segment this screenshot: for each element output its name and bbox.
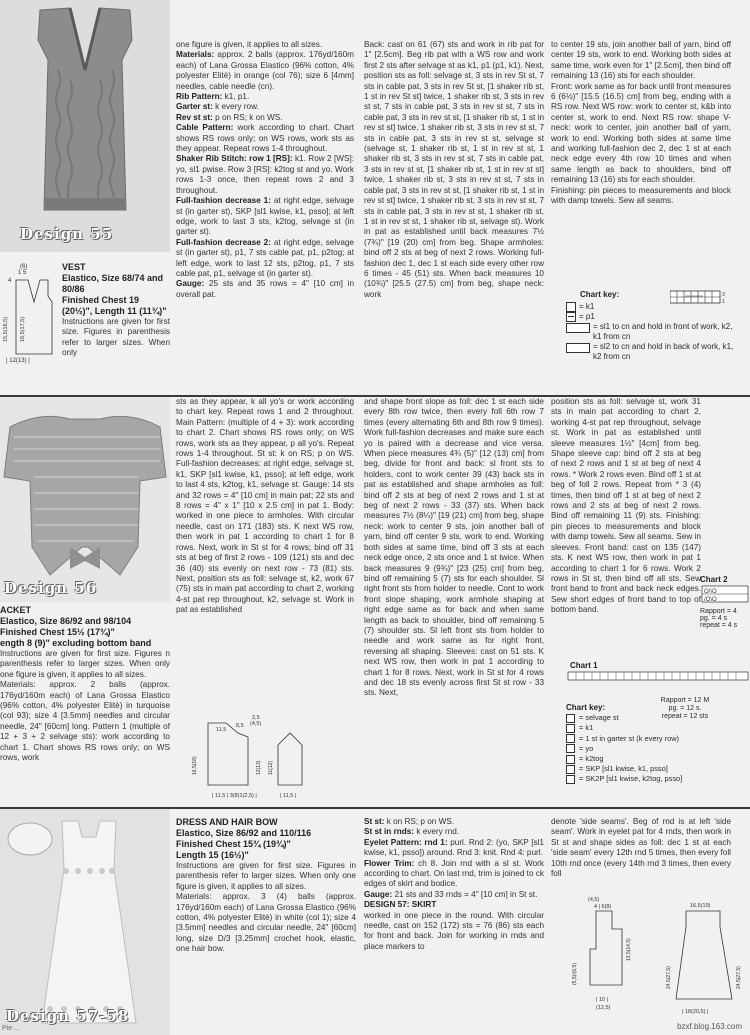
design-56-label: Design 56 [4, 579, 98, 597]
dress-col2-para [364, 817, 544, 827]
dress-col2-para [364, 911, 544, 953]
chart-2-rapport: Rapport = 4 [700, 608, 737, 615]
svg-text:15,5(16,5): 15,5(16,5) [3, 316, 9, 342]
jacket-key-row [566, 713, 746, 723]
svg-text:| 11,5 | 3(8)1(2,5) |: | 11,5 | 3(8)1(2,5) | [212, 793, 257, 799]
jacket-title: ACKET [0, 605, 31, 615]
dress-length: Length 15 (16½)" [176, 850, 249, 860]
key-k1-text: = k1 [579, 302, 595, 311]
vest-col2-body: work according to chart. Chart shows RS rows only; on WS rows, work sts as they appear. Repeat rows 1-4 throughout. [176, 123, 354, 154]
jacket-key-text: = yo [579, 743, 594, 753]
vest-col2-body: at right edge, selvage st (in garter st), p1, 7 sts cable pat, p1, p2tog; at left edge, work to last 12 sts, p2tog, p1, 7 sts cable pat, p1, selvage st (in garter st). [176, 237, 354, 278]
jacket-sizes: Elastico, Size 86/92 and 98/104 [0, 616, 132, 626]
svg-text:O/\O: O/\O [704, 589, 717, 595]
vest-col2-para [176, 196, 354, 238]
chart-1-rapport: Rapport = 12 M [660, 697, 710, 704]
vest-col2-body: one figure is given, it applies to all sizes. [176, 40, 323, 49]
svg-text:2,5: 2,5 [252, 715, 260, 721]
jacket-key-row [566, 774, 746, 784]
svg-text:1: 1 [722, 299, 725, 304]
dress-col2-para [364, 859, 544, 890]
svg-text:16,5(19): 16,5(19) [690, 903, 711, 909]
svg-text:(5,5)/(6,5): (5,5)/(6,5) [572, 963, 578, 985]
key-p1-icon [566, 312, 576, 322]
vest-col2-body: p on RS; k on WS. [212, 112, 283, 122]
dress-col2-heading: St st: [364, 817, 385, 826]
jacket-key-row [566, 744, 746, 754]
key-cable-back-icon [566, 343, 590, 353]
chart-1-title: Chart 1 [570, 661, 598, 670]
chart-2-title: Chart 2 [700, 575, 728, 584]
jacket-key-row [566, 734, 746, 744]
vest-chest: Finished Chest 19 (20½)", Length 11 (11¾)" [62, 295, 167, 316]
vest-col-3 [364, 40, 544, 390]
key-cable-front-icon [566, 323, 590, 333]
vest-col2-para [176, 279, 354, 300]
vest-col-4-top: to center 19 sts, join another ball of yarn, bind off center 19 sts, work to end. Working both sides at same time, work even for 1" [2.5cm], then bind off remaining 13 (16) sts for each shoulder. [551, 40, 731, 81]
svg-text:11,5: 11,5 [216, 727, 227, 733]
jacket-key-symbol-icon [566, 734, 575, 743]
dress-col2-body: 21 sts and 33 rnds = 4" [10 cm] in St st. [392, 889, 538, 899]
svg-text:12(13): 12(13) [256, 760, 262, 775]
vest-schematic [2, 262, 62, 370]
vest-chart-key [566, 290, 736, 390]
jacket-key-symbol-icon [566, 724, 575, 733]
dress-col-1 [176, 817, 356, 1032]
vest-sizes: Elastico, Size 68/74 and 80/86 [62, 273, 164, 294]
bottom-left-note: Pie ... [2, 1025, 20, 1032]
jacket-key-text: = 1 st in garter st (k every row) [579, 733, 680, 743]
vest-col2-para [176, 123, 354, 154]
dress-title: DRESS AND HAIR BOW [176, 817, 278, 827]
key-cable-back-row [566, 342, 736, 362]
svg-text:| 18(20,5) |: | 18(20,5) | [682, 1009, 709, 1015]
vest-col2-para [176, 40, 354, 50]
dress-col2-heading: Flower Trim: [364, 858, 415, 868]
vest-col2-heading: Gauge: [176, 279, 205, 289]
vest-col2-body: at right edge, selvage st (in garter st), SKP [sl1 kwise, k1, psso]; at left edge, work to last 3 sts, k2tog, selvage st (in garter st). [176, 196, 354, 237]
vest-col2-para [176, 50, 354, 92]
design-57-58-section [0, 809, 750, 1035]
dress-col-3-text: denote 'side seams'. Beg of rnd is at left 'side seam'. Work in eyelet pat for 4 rnds, then work in St st and shape sides as foll: dec 1 st at each 'side seam' every 12th rnd 5 times, then every foll 10th rnd once (every 14th rnd 3 times, then every foll [551, 817, 731, 879]
dress-col2-heading: Gauge: [364, 889, 393, 899]
svg-text:8,5: 8,5 [236, 723, 244, 729]
jacket-col-3-text: and shape front slope as foll: dec 1 st each side every 8th row twice, then every foll 6th row 7 times (every alternating 6th and 8th row 9 times). Work full-fashion decreases and make sure each yo is paired with a decrease and vice versa. When piece measures 4¾ (5)" [12 (13) cm] from beg, divide for front and back: sl front sts to holders, cont to work center 39 (43) back sts in pat as established and shape armholes as foll: bind off 2 sts at beg of next 2 rows and 1 st at beg of next 2 rows - 33 (37) sts. When back measures 7½ (8¼)" [19 (21) cm] from beg, shape neck: work to center 9 sts, join another ball of yarn, bind off center 9 sts, work to end. Working both sides at same time, bind off 3 sts at each neck edge once, 2 sts once and 1 st twice. When back measures 9 (9¾)" [23 (25) cm] from beg, bind off remaining 5 (7) sts for each shoulder. Sl right front sts from holder to needle. Cont to work front slope shaping, work armhole shaping at right edge same as for back and when same length as back to shoulder, bind off remaining 5 (7) shoulder sts. Sl left front sts from holder to needle and work same as for right front, reversing all shaping. Sleeves: cast on 51 sts. K next WS row, then work in pat 1 according to chart 1 for 8 rows. Next, work in St st for 4 rows and dec 18 sts evenly across first St st row - 33 sts. Next, [364, 397, 544, 698]
jacket-key-row [566, 723, 746, 733]
svg-text:| 10 |: | 10 | [596, 997, 609, 1003]
vest-col2-body: k1. Row 2 [WS]: yo, sl1 pwise. Row 3 [RS]: k2tog st and yo. Work rows 1-3 once, then repeat rows 2 and 3 throughout. [176, 154, 354, 195]
dress-illustration [0, 809, 170, 1035]
jacket-col-2 [176, 397, 354, 717]
jacket-col-4 [551, 397, 701, 667]
vest-col2-body: 25 sts and 35 rows = 4" [10 cm] in overall pat. [176, 279, 354, 299]
svg-text:4: 4 [8, 278, 12, 284]
design-55-label: Design 55 [20, 225, 114, 243]
key-cable-back-text: = sl2 to cn and hold in back of work, k1, k2 from cn [593, 342, 734, 361]
vest-col2-body: approx. 2 balls (approx. 176yd/160m each) of Lana Grossa Elastico (96% cotton, 4% polyester Elitè) in orange (col 76); size 6 [4mm] needles, cable needle (cn). [176, 50, 354, 91]
vest-col2-body: k every row. [212, 102, 259, 112]
chart-2-grid [700, 584, 750, 606]
jacket-intro: Instructions are given for first size. Figures n parenthesis refer to larger sizes. When only one figure is given, it applies to all sizes. [0, 649, 170, 679]
jacket-col-3 [364, 397, 544, 801]
dress-chest: Finished Chest 15¾ (19¾)" [176, 839, 291, 849]
svg-text:(4,5): (4,5) [250, 721, 262, 727]
vest-col-2-text [176, 40, 354, 300]
vest-col-4 [551, 40, 731, 290]
vest-col2-heading: Cable Pattern: [176, 123, 234, 133]
key-p1-text: = p1 [579, 312, 595, 321]
chart-2-repeat: repeat = 4 s [700, 622, 738, 629]
vest-intro: Instructions are given for first size. Figures in parenthesis refer to larger sizes. When only [62, 317, 170, 358]
design-55-section [0, 0, 750, 397]
jacket-key-symbol-icon [566, 714, 575, 723]
jacket-key-row [566, 754, 746, 764]
svg-text:4 | 6(8): 4 | 6(8) [594, 904, 612, 910]
jacket-illustration [0, 397, 170, 602]
dress-photo [0, 809, 170, 1035]
jacket-schematic [186, 715, 346, 803]
chart-2 [700, 575, 750, 645]
vest-photo [0, 0, 170, 252]
chart-1-pg: pg. = 12 s. [668, 705, 702, 712]
design-57-58-label: Design 57-58 [6, 1007, 130, 1025]
dress-materials: Materials: approx. 3 (4) balls (approx. 176yd/160m each) of Lana Grossa Elastico (96% cotton, 4% polyester Elitè) in white (col 1); size 4 [3.5mm] needles and circular needle, 24" [60cm] long, size D/3 [3.25mm] crochet hook, elastic, one hair bow. [176, 892, 356, 954]
chart-1 [566, 661, 750, 701]
vest-col2-heading: Materials: [176, 50, 215, 60]
jacket-key-symbol-icon [566, 765, 575, 774]
vest-col2-heading: Full-fashion decrease 2: [176, 237, 271, 247]
key-cable-front-row [566, 322, 736, 342]
jacket-key-text: = k2tog [579, 754, 604, 764]
dress-col2-para [364, 838, 544, 859]
vest-col-2 [176, 40, 354, 390]
jacket-key-symbol-icon [566, 744, 575, 753]
jacket-chart-key [566, 703, 746, 803]
dress-col2-para [364, 900, 544, 910]
dress-col2-body: ch 8. Join rnd with a sl st. Work according to chart. On last rnd, trim is joined to ck edges of skirt and bodice. [364, 858, 544, 889]
dress-col2-heading: Eyelet Pattern: rnd 1: [364, 837, 448, 847]
chart-1-grid [566, 670, 750, 684]
jacket-chart-key-list [566, 713, 746, 784]
svg-text:24,5(27,5): 24,5(27,5) [666, 966, 672, 989]
jacket-col-4-text: position sts as foll: selvage st, work 31 sts in main pat according to chart 2, working 4-st pat rep throughout, selvage st. Work in pat as established until sleeve measures 1½" [4cm] from beg. Shape sleeve cap: bind off 2 sts at beg of next 2 rows and 1 st at beg of next 4 rows. * Work 2 rows even. Bind off 1 st at beg of foll 2 rows. Repeat from * 3 (4) times, then bind off 1 st at beg of next 2 rows and 2 sts at beg of next 2 rows. Bind off remaining 11 (9) sts. Finishing: pin pieces to measurements and block with damp towels. Sew all seams. Sew in sleeves. Front band: cast on 135 (147) sts. K next WS row, then work in pat 1 according to chart 1 for 6 rows. Work 2 rows in St st, then bind off all sts. Sew front band to front and back neck edges. Sew short edges of front band to top of bottom band. [551, 397, 701, 615]
dress-col2-para [364, 827, 544, 837]
jacket-key-row [566, 764, 746, 774]
key-cable-front-text: = sl1 to cn and hold in front of work, k2, k1 from cn [593, 322, 733, 341]
jacket-key-text: = selvage st [579, 713, 619, 723]
dress-schematic [560, 889, 750, 1029]
dress-col-3 [551, 817, 731, 887]
vest-col2-heading: Full-fashion decrease 1: [176, 196, 271, 206]
dress-col-2 [364, 817, 544, 1032]
svg-text:3: 3 [722, 292, 725, 298]
dress-intro: Instructions are given for first size. Figures in parenthesis refer to larger sizes. When only one figure is given, it applies to all sizes. [176, 861, 356, 891]
vest-finishing: Finishing: pin pieces to measurements and block with damp towels. Sew all seams. [551, 185, 731, 206]
vest-col2-heading: Rib Pattern: [176, 92, 223, 102]
dress-col2-para [364, 890, 544, 900]
svg-text:| 12(13) |: | 12(13) | [6, 358, 30, 364]
jacket-key-text: = SK2P [sl1 kwise, k2tog, psso] [579, 774, 683, 784]
jacket-key-text: = k1 [579, 723, 594, 733]
dress-col2-heading: St st in rnds: [364, 827, 415, 837]
jacket-key-symbol-icon [566, 755, 575, 764]
jacket-key-text: = SKP [sl1 kwise, k1, psso] [579, 764, 668, 774]
key-k1-icon [566, 302, 576, 312]
vest-col2-body: k1, p1. [222, 92, 250, 102]
jacket-chart-key-title: Chart key: [566, 703, 606, 712]
vest-col2-para [176, 92, 354, 102]
dress-col2-heading: DESIGN 57: SKIRT [364, 900, 437, 910]
jacket-info-column [0, 605, 170, 805]
svg-text:(6): (6) [20, 264, 28, 270]
dress-col2-body: purl. Rnd 2: (yo, SKP [sl1 kwise, k1, psso]) around. Rnd 3: knit. Rnd 4: purl. [364, 837, 544, 858]
vest-col2-heading: Garter st: [176, 102, 213, 112]
svg-text:| 11,5 |: | 11,5 | [280, 793, 297, 799]
svg-text:16,5(18): 16,5(18) [192, 756, 198, 775]
svg-text:13,5(14,5): 13,5(14,5) [626, 938, 632, 961]
footer-watermark: bzxf.blog.163.com [677, 1022, 742, 1031]
vest-col2-para [176, 238, 354, 280]
dress-col2-body: worked in one piece in the round. With circular needle, cast on 152 (172) sts = 76 (86) sts each for front and back. Join for working in rnds and place markers to [364, 910, 544, 951]
vest-col2-para [176, 154, 354, 196]
svg-text:1 5: 1 5 [18, 270, 27, 276]
vest-info-column [62, 262, 170, 387]
dress-col2-body: k on RS; p on WS. [384, 817, 455, 826]
design-56-section [0, 397, 750, 809]
jacket-chest: Finished Chest 15½ (17¾)" [0, 627, 115, 637]
cable-chart [670, 290, 728, 304]
svg-text:(4,5): (4,5) [588, 897, 600, 903]
svg-text:16,5(17,5): 16,5(17,5) [20, 316, 26, 342]
svg-text:/O\O: /O\O [704, 597, 717, 603]
key-p1-row [566, 312, 736, 322]
jacket-length: ength 8 (9)" excluding bottom band [0, 638, 152, 648]
chart-2-pg: pg. = 4 s [700, 615, 728, 622]
svg-text:24,5(27,5): 24,5(27,5) [736, 966, 742, 989]
dress-sizes: Elastico, Size 86/92 and 110/116 [176, 828, 312, 838]
jacket-col-2-text: sts as they appear, k all yo's or work according to chart key. Repeat rows 1 and 2 throughout. Main Pattern: (multiple of 4 + 3): work according to chart 2. Chart shows RS rows only; on WS rows, work sts as they appear, p all yo's. Repeat rows 1-4 throughout. St st: k on RS; p on WS. Full-fashion decreases: at right edge, selvage st, k1, SKP [sl1 kwise, k1, psso]; at left edge, work to last 4 sts, k2tog, k1, selvage st. Gauge: 14 sts and 32 rows = 4" [10 cm] in main pat; 22 sts and 8 rows = 4" x 1" [10 x 2.5 cm] in pat 1. Body: worked in one piece to armholes. With circular needle, cast on 171 (183) sts. K next WS row, then work in pat 1 according to chart 1 for 8 rows. Next, work in St st for 4 rows; bind off 31 sts at beg of first 2 rows - 109 (121) sts and dec 36 (40) sts evenly on next row - 73 (81) sts. Next, position sts as foll: selvage st, k2, work 67 (75) sts in main pat according to chart 2, working 4-st pat rep throughout, k2, selvage st. Work in pat as established [176, 397, 354, 615]
vest-col2-para [176, 102, 354, 112]
vest-chart-key-title: Chart key: [580, 290, 620, 299]
vest-col2-heading: Rev st st: [176, 112, 213, 122]
vest-title: VEST [62, 262, 86, 272]
dress-col-2-text [364, 817, 544, 952]
vest-col2-para [176, 113, 354, 123]
vest-col2-heading: Shaker Rib Stitch: row 1 [RS]: [176, 154, 293, 164]
vest-back-text: Back: cast on 61 (67) sts and work in rib pat for 1" [2.5cm]. Beg rib pat with a WS row and work first 2 sts after selvage st as k1, p1 (p1, k1). Next, position sts as foll: selvage st, 3 sts in rev St st, 7 sts in cable pat, 3 sts in rev St st, [1 shaker rib st, 1 st in rev St st] twice, 1 shaker rib st, 3 sts in rev st st, 7 sts in cable pat, 3 sts in rev st st, 7 sts in cable pat, 3 sts in rev st st, [1 shaker rib st, 1 st in rev st st] twice, 1 shaker rib st, 3 sts in rev st st, 7 sts in cable pat, 3 sts in rev st st, selvage st (selvage st, 1 shaker rib st, 1 st in rev st st, 1 shaker rib st, 3 sts in rev st st, 7 sts in cable pat, 3 sts in rev st st, [1 shaker rib st, 1 st in rev st st] twice, 1 shaker rib st, 3 sts in rev st st, 7 sts in cable pat, 3 sts in rev st st, [1 shaker rib st, 1 st in rev st st] twice, 1 shaker rib st, 3 sts in rev st st, 7 sts in cable pat, 3 sts in rev st st, 1 shaker rib st, 1 st in rev st st, 1 shaker rib st, selvage st). Work in pat as established until back measures 7½ (7¾)" [19 (20) cm] from beg. Shape armholes: bind off 2 sts at beg of next 2 rows. Working full-fashion dec 1, dec 1 st each side every other row 6 times - 45 (51) sts. When back measures 10 (10¾)" [25.5 (27.5) cm] from beg, shape neck: work [364, 40, 544, 299]
vest-illustration [0, 0, 170, 252]
svg-text:(12,5): (12,5) [596, 1005, 611, 1011]
chart-1-repeat: repeat = 12 sts [661, 713, 709, 720]
jacket-key-symbol-icon [566, 775, 575, 784]
dress-col2-body: k every rnd. [414, 827, 460, 837]
svg-text:11(12): 11(12) [268, 760, 274, 775]
vest-front-text: Front: work same as for back until front measures 6 (6½)" [15.5 (16.5) cm] from beg, ending with a RS row. Next WS row: work to center st, k&b into center st, work to end. Next RS row: shape V-neck: work to center, join another ball of yarn, work to end. Working both sides at same time and working full-fashion dec 2, dec 1 st at each neck edge every 4th row 10 times and when same length as back to shoulders, bind off remaining 13 (16) sts for each shoulder. [551, 81, 731, 185]
jacket-materials: Materials: approx. 2 balls (approx. 176yd/160m each) of Lana Grossa Elastico (96% cotton, 4% polyester Elitè) in turquoise (col 93); size 4 [3.5mm] needles and circular needle, 24" [60cm] long. Pattern 1 (multiple of 12 + 3 + 2 selvage sts): work according to chart 1. Chart shows RS rows only; on WS rows, work [0, 680, 170, 763]
jacket-photo [0, 397, 170, 602]
